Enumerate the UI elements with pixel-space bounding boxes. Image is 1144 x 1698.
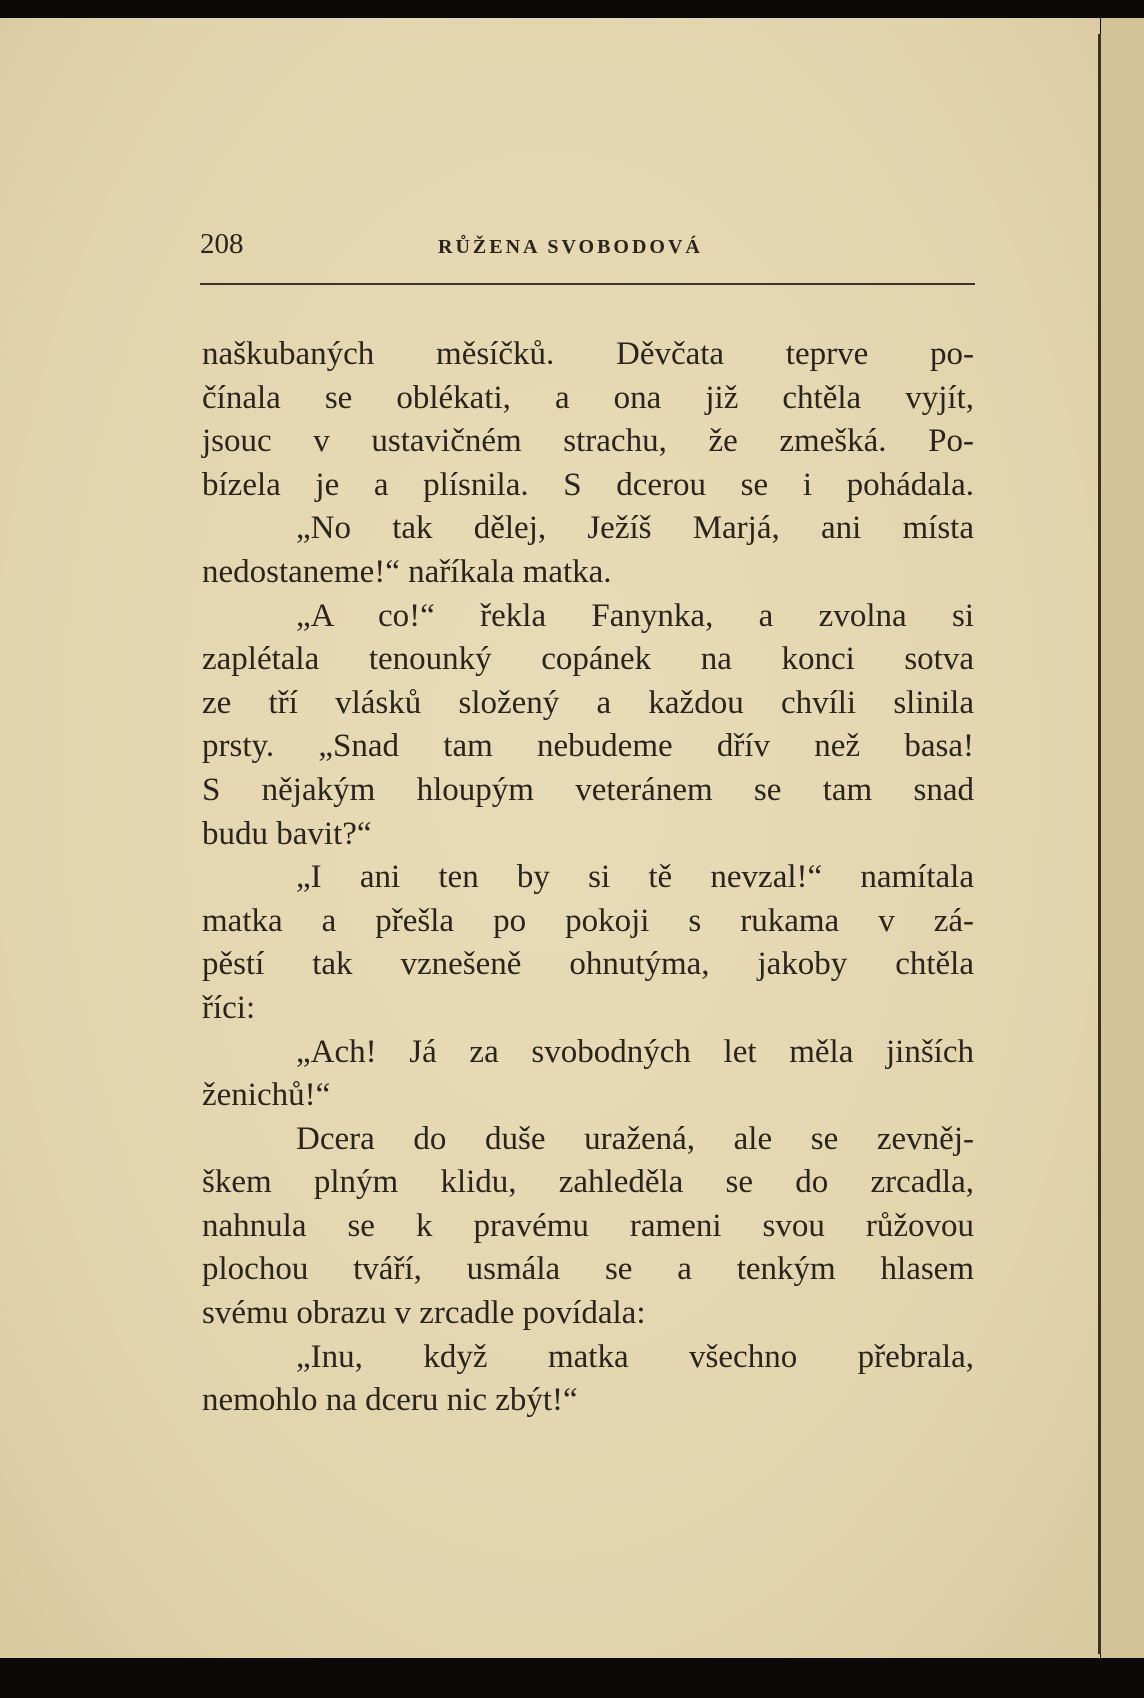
text-line: škem plným klidu, zahleděla se do zrcadla, xyxy=(202,1164,974,1201)
text-line: svému obrazu v zrcadle povídala: xyxy=(202,1295,646,1332)
page-header xyxy=(200,228,975,268)
text-line: bízela je a plísnila. S dcerou se i pohádala. xyxy=(202,466,974,503)
text-line: ze tří vlásků složený a každou chvíli slinila xyxy=(202,684,974,721)
text-line: „Ach! Já za svobodných let měla jinších xyxy=(296,1033,974,1070)
text-line: zaplétala tenounký copánek na konci sotva xyxy=(202,641,974,678)
body-text xyxy=(202,333,974,1423)
text-line: jsouc v ustavičném strachu, že zmešká. Po- xyxy=(202,423,974,460)
text-line: prsty. „Snad tam nebudeme dřív než basa! xyxy=(202,728,974,765)
text-line: „I ani ten by si tě nevzal!“ namítala xyxy=(296,859,974,896)
text-line: nemohlo na dceru nic zbýt!“ xyxy=(202,1382,578,1419)
text-line: S nějakým hloupým veteránem se tam snad xyxy=(202,771,974,808)
text-line: říci: xyxy=(202,989,256,1026)
text-line: ženichů!“ xyxy=(202,1077,331,1114)
text-line: nahnula se k pravému rameni svou růžovou xyxy=(202,1207,974,1244)
running-head: RŮŽENA SVOBODOVÁ xyxy=(438,236,703,258)
text-line: naškubaných měsíčků. Děvčata teprve po- xyxy=(202,336,974,372)
page-number: 208 xyxy=(200,228,244,260)
text-line: „Inu, když matka všechno přebrala, xyxy=(296,1338,974,1375)
text-line: „No tak dělej, Ježíš Marjá, ani místa xyxy=(296,510,974,547)
text-line: budu bavit?“ xyxy=(202,815,372,852)
text-line: „A co!“ řekla Fanynka, a zvolna si xyxy=(296,597,974,634)
text-line: plochou tváří, usmála se a tenkým hlasem xyxy=(202,1251,974,1288)
page-edge-strip xyxy=(1101,18,1144,1658)
text-line: Dcera do duše uražená, ale se zevněj- xyxy=(296,1120,974,1157)
text-line: nedostaneme!“ naříkala matka. xyxy=(202,553,612,590)
text-line: čínala se oblékati, a ona již chtěla vyjít, xyxy=(202,379,974,416)
header-rule xyxy=(200,283,975,285)
text-line: matka a přešla po pokoji s rukama v zá- xyxy=(202,902,974,939)
text-line: pěstí tak vznešeně ohnutýma, jakoby chtěla xyxy=(202,946,974,983)
scan-border-bottom xyxy=(0,1658,1144,1698)
